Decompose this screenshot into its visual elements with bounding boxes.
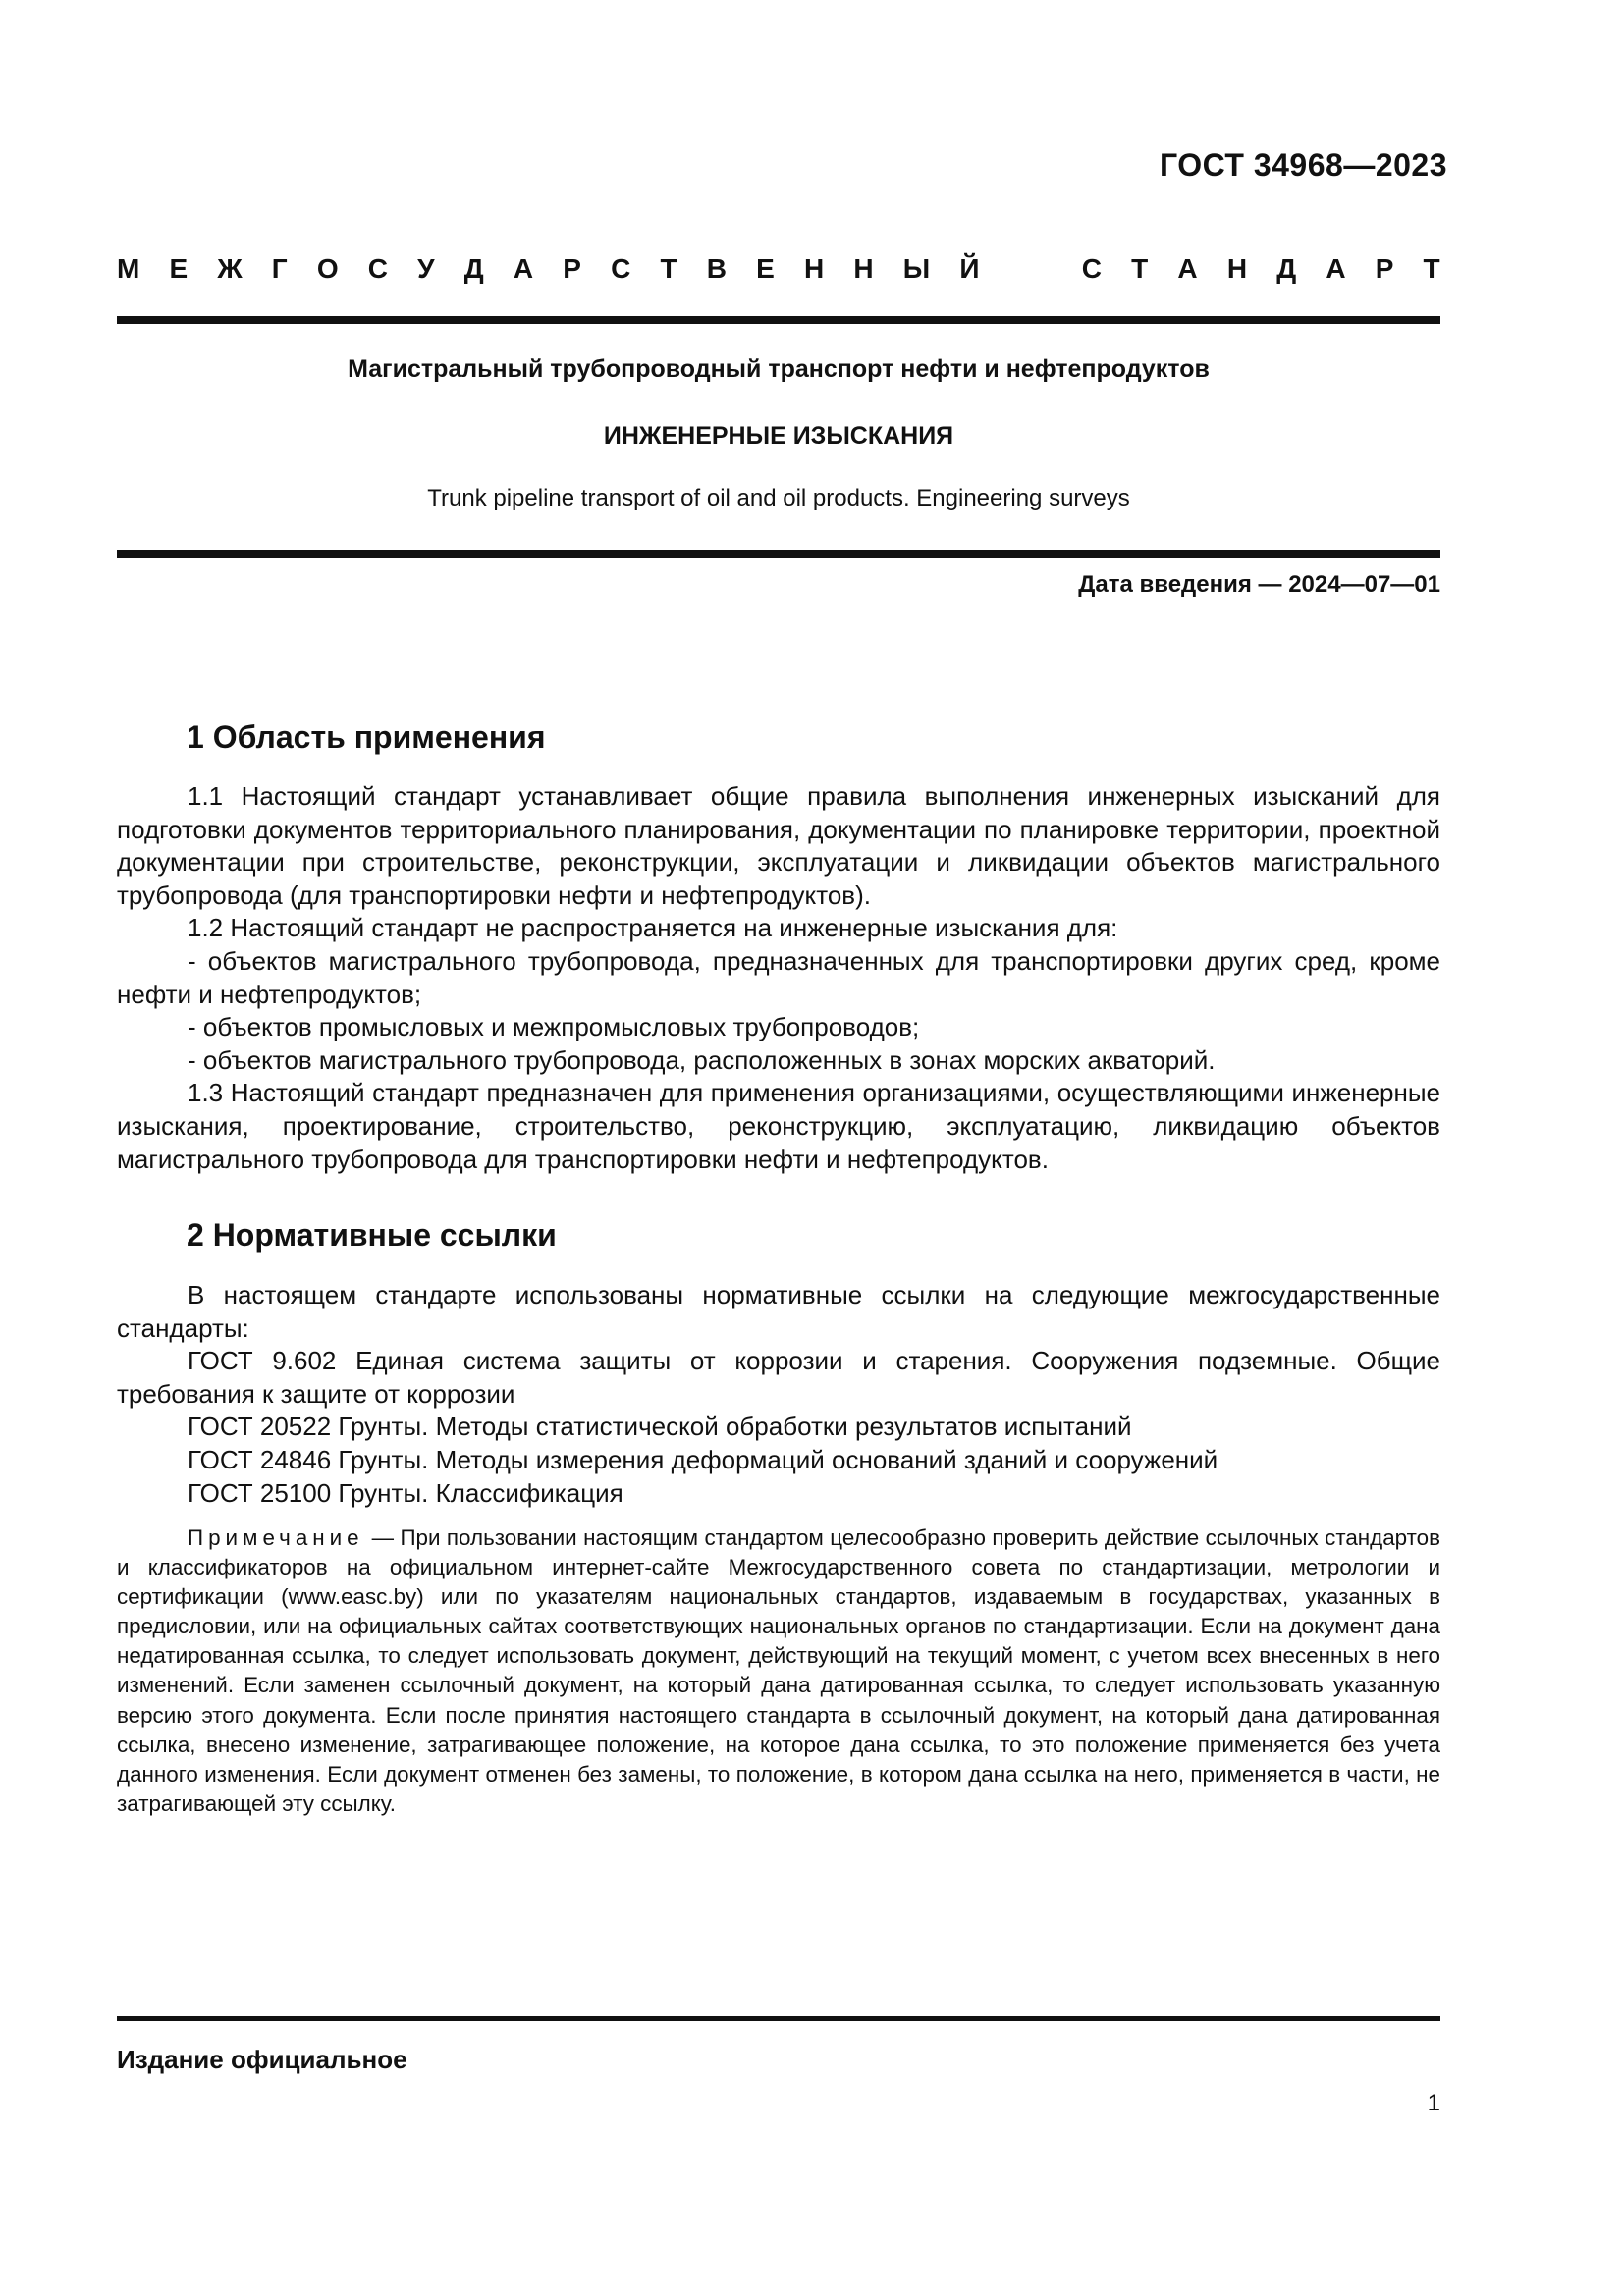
- interstate-standard-title: [117, 253, 1440, 285]
- official-edition-label: Издание официальное: [117, 2045, 407, 2074]
- title-letter: Р: [563, 253, 581, 284]
- paragraph: 1.2 Настоящий стандарт не распространяется на инженерные изыскания для:: [188, 913, 1118, 943]
- paragraph: В настоящем стандарте использованы нормативные ссылки на следующие межгосударственные стандарты:: [117, 1280, 1440, 1343]
- title-letter: Й: [959, 253, 980, 284]
- title-letter: С: [1081, 253, 1102, 284]
- title-rule: [117, 550, 1440, 558]
- title-letter: Н: [803, 253, 825, 284]
- section-heading-scope: 1 Область применения: [187, 720, 546, 755]
- note: [117, 1523, 1440, 1819]
- reference-item: ГОСТ 20522 Грунты. Методы статистической обработки результатов испытаний: [188, 1412, 1132, 1442]
- title-letter: Д: [463, 253, 484, 284]
- list-item: - объектов магистрального трубопровода, предназначенных для транспортировки других сред, кроме нефти и нефтепродуктов;: [117, 945, 1440, 1009]
- title-letter: Т: [1423, 253, 1440, 284]
- standard-name: ИНЖЕНЕРНЫЕ ИЗЫСКАНИЯ: [603, 422, 954, 450]
- title-letter: Т: [660, 253, 677, 284]
- title-letter: Ж: [217, 253, 243, 284]
- title-letter: Т: [1131, 253, 1149, 284]
- title-letter: Ы: [902, 253, 931, 284]
- title-letter: А: [513, 253, 534, 284]
- list-item: - объектов магистрального трубопровода, расположенных в зонах морских акваторий.: [188, 1044, 1216, 1075]
- title-letter: Н: [853, 253, 874, 284]
- title-letter: Н: [1226, 253, 1248, 284]
- reference-item: ГОСТ 24846 Грунты. Методы измерения деформаций оснований зданий и сооружений: [188, 1444, 1218, 1474]
- title-letter: М: [117, 253, 140, 284]
- list-item: - объектов промысловых и межпромысловых трубопроводов;: [188, 1012, 920, 1042]
- title-letter: У: [417, 253, 435, 284]
- section-scope-body: [117, 780, 1440, 1176]
- title-letter: О: [316, 253, 339, 284]
- title-letter: С: [367, 253, 388, 284]
- title-letter: Д: [1276, 253, 1297, 284]
- section-heading-normative-references: 2 Нормативные ссылки: [187, 1217, 557, 1253]
- note-label: Примечание: [188, 1525, 364, 1550]
- reference-item: ГОСТ 9.602 Единая система защиты от коррозии и старения. Сооружения подземные. Общие требования к защите от коррозии: [117, 1346, 1440, 1409]
- title-letter: Г: [271, 253, 288, 284]
- title-letter: А: [1326, 253, 1346, 284]
- standard-subject: Магистральный трубопроводный транспорт нефти и нефтепродуктов: [348, 355, 1210, 383]
- bottom-rule: [117, 2016, 1440, 2021]
- introduction-date: Дата введения — 2024—07—01: [1078, 571, 1440, 598]
- title-letter: С: [611, 253, 631, 284]
- top-rule: [117, 316, 1440, 324]
- note-text: — При пользовании настоящим стандартом целесообразно проверить действие ссылочных стандартов и классификаторов на официальном интернет-сайте Межгосударственного совета по стандартизации, метрологии и сертификации (www.easc.by) или по указателям национальных стандартов, издаваемым в государствах, указанных в предисловии, или на официальных сайтах соответствующих национальных органов по стандартизации. Если на документ дана недатированная ссылка, то следует использовать документ, действующий на текущий момент, с учетом всех внесенных в него изменений. Если заменен ссылочный документ, на который дана датированная ссылка, то следует использовать указанную версию этого документа. Если после принятия настоящего стандарта в ссылочный документ, на который дана датированная ссылка, внесено изменение, затрагивающее положение, на которое дана ссылка, то это положение применяется без учета данного изменения. Если документ отменен без замены, то положение, в котором дана ссылка на него, применяется в части, не затрагивающей эту ссылку.: [117, 1525, 1440, 1816]
- page-number: 1: [1427, 2090, 1440, 2116]
- title-letter: Е: [756, 253, 775, 284]
- paragraph: 1.3 Настоящий стандарт предназначен для применения организациями, осуществляющими инженерные изыскания, проектирование, строительство, реконструкцию, эксплуатацию, ликвидацию объектов магистрального трубопровода для транспортировки нефти и нефтепродуктов.: [117, 1078, 1440, 1174]
- note-paragraph: [117, 1523, 1440, 1819]
- title-letter: Е: [169, 253, 189, 284]
- reference-item: ГОСТ 25100 Грунты. Классификация: [188, 1477, 623, 1508]
- section-references-body: [117, 1279, 1440, 1510]
- standard-english-title: Trunk pipeline transport of oil and oil products. Engineering surveys: [427, 485, 1130, 511]
- doc-number: ГОСТ 34968—2023: [1159, 147, 1447, 183]
- title-letter: Р: [1375, 253, 1394, 284]
- title-letter: В: [706, 253, 727, 284]
- paragraph: 1.1 Настоящий стандарт устанавливает общие правила выполнения инженерных изысканий для подготовки документов территориального планирования, документации по планировке территории, проектной документации при строительстве, реконструкции, эксплуатации и ликвидации объектов магистрального трубопровода (для транспортировки нефти и нефтепродуктов).: [117, 781, 1440, 910]
- title-letter: А: [1177, 253, 1198, 284]
